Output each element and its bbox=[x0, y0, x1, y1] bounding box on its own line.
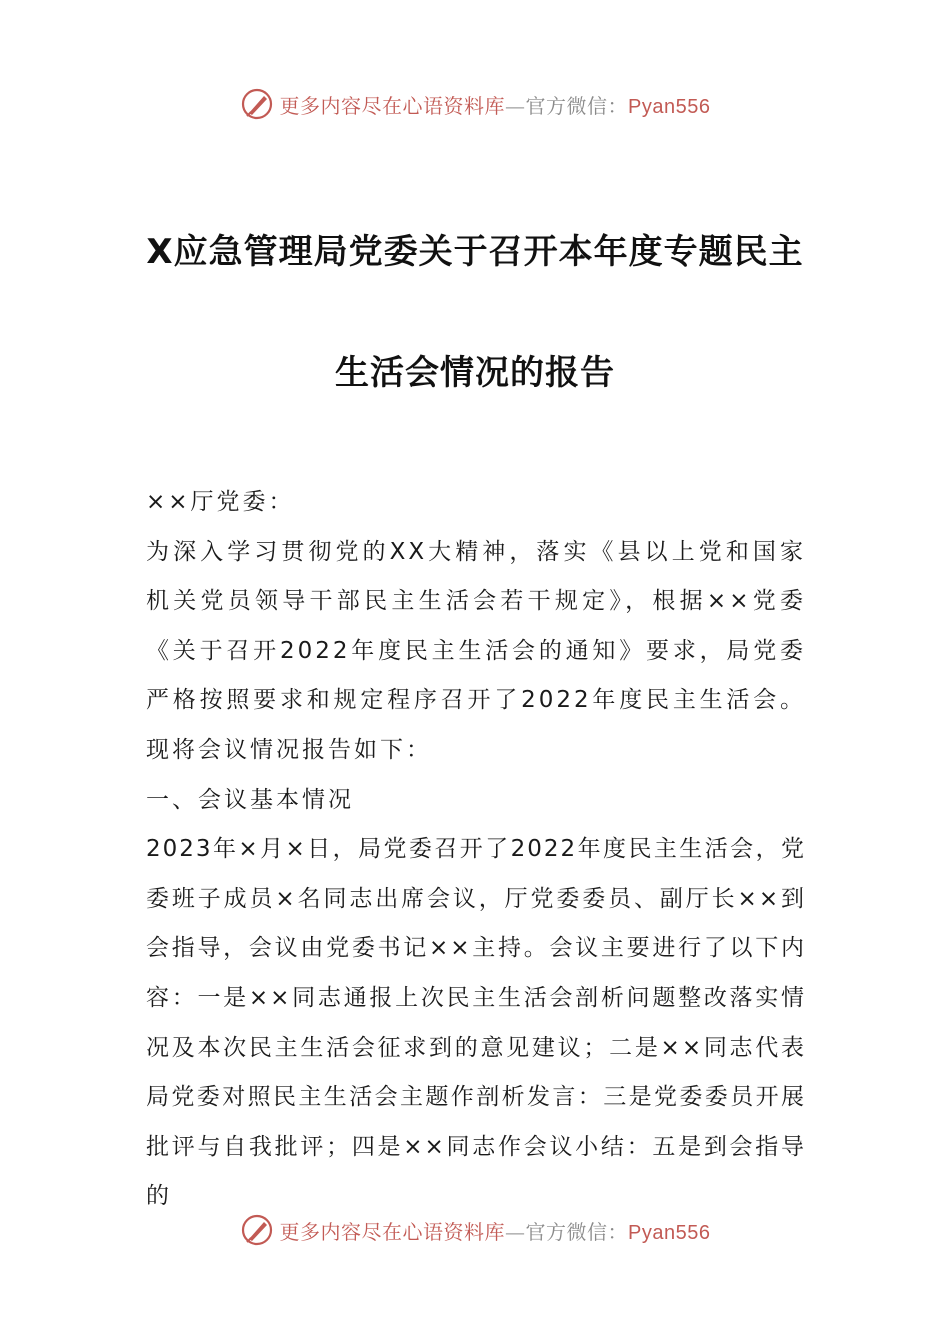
watermark-separator: — bbox=[505, 1219, 526, 1244]
watermark-label: 官方微信： bbox=[525, 1219, 629, 1244]
watermark-footer bbox=[0, 1210, 950, 1250]
watermark-brand: 更多内容尽在心语资料库 bbox=[279, 93, 506, 118]
meeting-paragraph: 2023年×月×日，局党委召开了2022年度民主生活会，党委班子成员×名同志出席会议，厅党委委员、副厅长××到会指导，会议由党委书记××主持。会议主要进行了以下内容：一是××同志通报上次民主生活会剖析问题整改落实情况及本次民主生活会征求到的意见建议；二是××同志代表局党委对照民主生活会主题作剖析发言：三是党委委员开展批评与自我批评；四是××同志作会议小结：五是到会指导的 bbox=[146, 836, 806, 1210]
watermark-text bbox=[280, 90, 711, 119]
section-heading: 一、会议基本情况 bbox=[146, 786, 354, 813]
quill-pen-icon bbox=[240, 1213, 274, 1247]
watermark-id: Pyan556 bbox=[628, 1221, 711, 1244]
watermark-separator: — bbox=[505, 93, 526, 118]
document-title-line-1: X应急管理局党委关于召开本年度专题民主 bbox=[146, 232, 804, 272]
document-body bbox=[146, 478, 806, 1222]
watermark-text bbox=[280, 1216, 711, 1245]
quill-pen-icon bbox=[240, 87, 274, 121]
watermark-id: Pyan556 bbox=[628, 95, 711, 118]
intro-paragraph: 为深入学习贯彻党的XX大精神，落实《县以上党和国家机关党员领导干部民主生活会若干规定》，根据××党委《关于召开2022年度民主生活会的通知》要求，局党委严格按照要求和规定程序召开了2022年度民主生活会。现将会议情况报告如下： bbox=[146, 538, 806, 763]
document-title-line-2: 生活会情况的报告 bbox=[335, 353, 615, 393]
salutation: ××厅党委： bbox=[146, 489, 295, 515]
watermark-label: 官方微信： bbox=[525, 93, 629, 118]
watermark-brand: 更多内容尽在心语资料库 bbox=[279, 1219, 506, 1244]
watermark-header bbox=[0, 84, 950, 124]
